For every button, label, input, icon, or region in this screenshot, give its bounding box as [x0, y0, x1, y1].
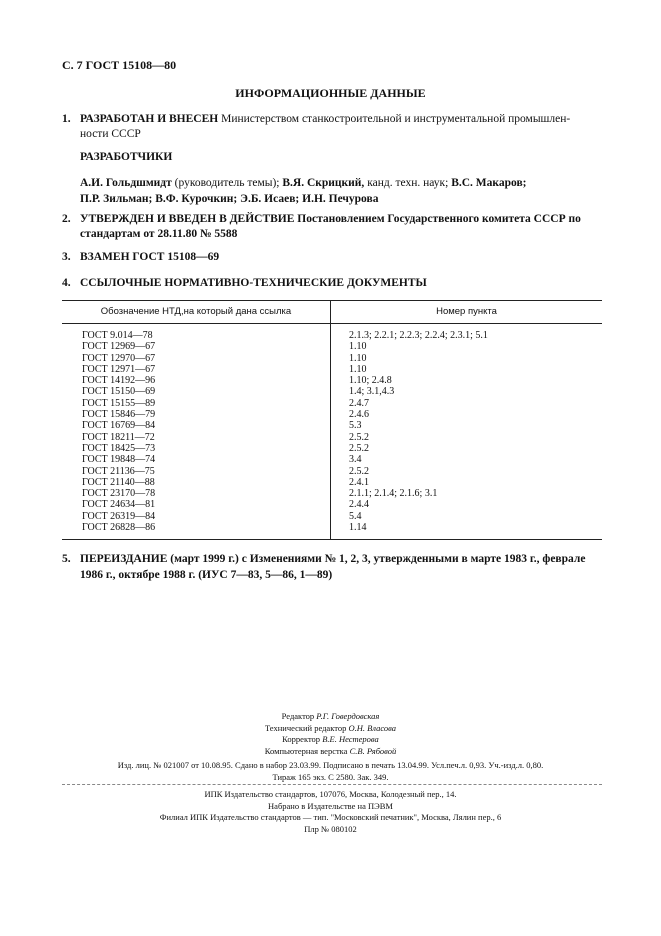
table-row — [62, 522, 602, 540]
cell-document: ГОСТ 26828—86 — [62, 522, 331, 540]
section-5-line-1: ПЕРЕИЗДАНИЕ (март 1999 г.) с Изменениями № 1, 2, 3, утвержденными в марте 1983 г., феврале — [80, 553, 586, 565]
imprint-tech-editor: Технический редактор О.Н. Власова — [264, 722, 397, 733]
developer-name: В.С. Макаров; — [451, 177, 527, 189]
developer-name: В.Ф. Курочкин; — [155, 193, 238, 205]
cell-document: ГОСТ 14192—96 — [62, 375, 331, 386]
developers-label: РАЗРАБОТЧИКИ — [80, 151, 173, 163]
section-4-text: ССЫЛОЧНЫЕ НОРМАТИВНО-ТЕХНИЧЕСКИЕ ДОКУМЕНТЫ — [80, 277, 427, 289]
cell-clause: 1.10 — [349, 352, 367, 364]
cell-document: ГОСТ 19848—74 — [62, 454, 331, 465]
section-2-text: Постановлением Государственного комитета СССР по — [294, 213, 581, 225]
section-3 — [62, 250, 602, 265]
imprint-corrector: Корректор В.Е. Нестерова — [282, 734, 379, 744]
table-row — [62, 511, 602, 522]
imprint-line-1: Изд. лиц. № 021007 от 10.08.95. Сдано в набор 23.03.99. Подписано в печать 13.04.99. Усл.печ.л. 0,93. Уч.-изд.л. 0,80. — [117, 760, 544, 770]
cell-clause: 1.10 — [349, 341, 367, 353]
cell-clause: 2.5.2 — [349, 465, 369, 477]
table-row — [62, 454, 602, 465]
section-1-lead: РАЗРАБОТАН И ВНЕСЕН — [80, 113, 219, 125]
imprint-editor: Редактор Р.Г. Говердовская — [281, 711, 380, 721]
cell-clause: 2.5.2 — [349, 431, 369, 443]
cell-document: ГОСТ 15846—79 — [62, 409, 331, 420]
cell-document: ГОСТ 24634—81 — [62, 499, 331, 510]
table-row — [62, 409, 602, 420]
table-row — [62, 477, 602, 488]
column-header-document: Обозначение НТД,на который дана ссылка — [62, 301, 331, 324]
cell-document: ГОСТ 21140—88 — [62, 477, 331, 488]
section-1 — [62, 112, 602, 142]
table-row — [62, 443, 602, 454]
table-row — [62, 375, 602, 386]
imprint-branch: Филиал ИПК Издательство стандартов — тип. "Московский печатник", Москва, Лялин пер., 6 — [159, 812, 502, 822]
section-3-number: 3. — [62, 251, 71, 263]
cell-clause: 2.4.1 — [349, 476, 369, 488]
table-header-row — [62, 301, 602, 324]
table-row — [62, 488, 602, 499]
developers-list — [80, 175, 602, 207]
cell-document: ГОСТ 12970—67 — [62, 353, 331, 364]
imprint-publisher: ИПК Издательство стандартов, 107076, Москва, Колодезный пер., 14. — [204, 789, 457, 799]
references-table — [62, 300, 602, 540]
cell-document: ГОСТ 15150—69 — [62, 386, 331, 397]
cell-document: ГОСТ 12969—67 — [62, 341, 331, 352]
developer-name: Э.Б. Исаев; — [240, 193, 300, 205]
cell-document: ГОСТ 23170—78 — [62, 488, 331, 499]
references-table-body — [62, 324, 602, 540]
cell-clause: 3.4 — [349, 454, 362, 466]
cell-document: ГОСТ 15155—89 — [62, 398, 331, 409]
column-header-clause: Номер пункта — [331, 301, 603, 324]
table-row — [62, 398, 602, 409]
imprint-line-2: Тираж 165 экз. С 2580. Зак. 349. — [272, 771, 389, 782]
table-row — [62, 324, 602, 342]
page-header: С. 7 ГОСТ 15108—80 — [62, 58, 177, 72]
section-1-continuation: ности СССР — [80, 128, 141, 140]
section-2-number: 2. — [62, 213, 71, 225]
imprint-publisher-block — [0, 789, 661, 835]
imprint-print-details — [0, 760, 661, 783]
cell-clause: 2.5.2 — [349, 442, 369, 454]
section-5-number: 5. — [62, 553, 71, 565]
cell-clause: 5.4 — [349, 510, 362, 522]
section-5 — [62, 551, 602, 583]
section-2-continuation: стандартам от 28.11.80 № 5588 — [80, 228, 238, 240]
page-title: ИНФОРМАЦИОННЫЕ ДАННЫЕ — [235, 86, 426, 100]
cell-document: ГОСТ 16769—84 — [62, 420, 331, 431]
imprint-plr: Плр № 080102 — [304, 823, 357, 834]
imprint-editors — [0, 711, 661, 757]
developer-name: П.Р. Зильман; — [80, 193, 153, 205]
table-row — [62, 499, 602, 510]
cell-clause: 2.4.7 — [349, 397, 369, 409]
imprint-typeset: Набрано в Издательстве на ПЭВМ — [268, 800, 393, 811]
section-2 — [62, 212, 602, 242]
cell-clause: 1.10 — [349, 363, 367, 375]
cell-document: ГОСТ 9.014—78 — [62, 324, 331, 342]
developer-role: канд. техн. наук; — [364, 177, 452, 189]
cell-document: ГОСТ 26319—84 — [62, 511, 331, 522]
imprint-layout: Компьютерная верстка С.В. Рябовой — [264, 745, 397, 756]
table-row — [62, 432, 602, 443]
cell-clause: 5.3 — [349, 420, 362, 432]
cell-clause: 1.4; 3.1,4.3 — [349, 386, 395, 398]
section-4 — [62, 276, 602, 291]
table-row — [62, 341, 602, 352]
section-1-number: 1. — [62, 113, 71, 125]
cell-clause: 1.10; 2.4.8 — [349, 375, 392, 387]
table-row — [62, 466, 602, 477]
section-5-line-2: 1986 г., октябре 1988 г. (ИУС 7—83, 5—86, 1—89) — [80, 569, 333, 581]
section-4-number: 4. — [62, 277, 71, 289]
table-row — [62, 386, 602, 397]
cell-clause: 1.14 — [331, 522, 603, 540]
section-3-text: ВЗАМЕН ГОСТ 15108—69 — [80, 251, 220, 263]
table-row — [62, 364, 602, 375]
cell-clause: 2.1.3; 2.2.1; 2.2.3; 2.2.4; 2.3.1; 5.1 — [349, 330, 488, 341]
cell-document: ГОСТ 18211—72 — [62, 432, 331, 443]
cell-document: ГОСТ 18425—73 — [62, 443, 331, 454]
imprint-divider — [62, 784, 602, 785]
cell-clause: 2.1.1; 2.1.4; 2.1.6; 3.1 — [349, 488, 438, 500]
table-row — [62, 353, 602, 364]
cell-document: ГОСТ 21136—75 — [62, 466, 331, 477]
cell-clause: 2.4.4 — [349, 499, 369, 511]
cell-clause: 2.4.6 — [349, 409, 369, 421]
section-2-lead: УТВЕРЖДЕН И ВВЕДЕН В ДЕЙСТВИЕ — [80, 213, 295, 225]
developer-name: И.Н. Печурова — [302, 193, 379, 205]
table-row — [62, 420, 602, 431]
developer-name: В.Я. Скрицкий, — [282, 177, 365, 189]
developer-role: (руководитель темы); — [171, 177, 283, 189]
section-1-text: Министерством станкостроительной и инструментальной промышлен- — [218, 113, 571, 125]
cell-document: ГОСТ 12971—67 — [62, 364, 331, 375]
developer-name: А.И. Гольдшмидт — [80, 177, 172, 189]
